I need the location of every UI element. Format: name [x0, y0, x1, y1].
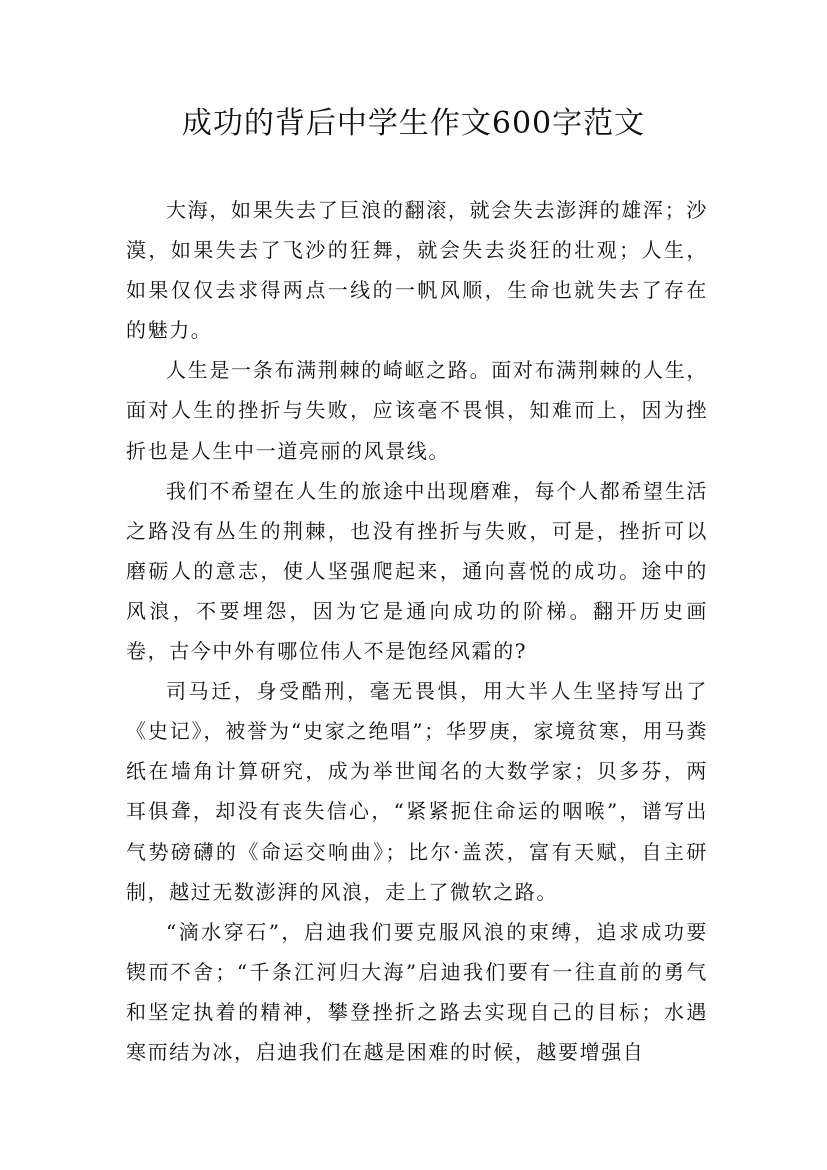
paragraph-3: 我们不希望在人生的旅途中出现磨难，每个人都希望生活之路没有丛生的荆棘，也没有挫折与失败，可是，挫折可以磨砺人的意志，使人坚强爬起来，通向喜悦的成功。途中的风浪，不要埋怨，因为它是通向成功的阶梯。翻开历史画卷，古今中外有哪位伟人不是饱经风霜的?: [126, 478, 708, 664]
paragraph-5: “滴水穿石”，启迪我们要克服风浪的束缚，追求成功要锲而不舍；“千条江河归大海”启迪我们要有一往直前的勇气和坚定执着的精神，攀登挫折之路去实现自己的目标；水遇寒而结为冰，启迪我们在越是困难的时候，越要增强自: [126, 919, 708, 1064]
paragraph-1: 大海，如果失去了巨浪的翻滚，就会失去澎湃的雄浑；沙漠，如果失去了飞沙的狂舞，就会失去炎狂的壮观；人生，如果仅仅去求得两点一线的一帆风顺，生命也就失去了存在的魅力。: [126, 198, 708, 343]
page-title: 成功的背后中学生作文600字范文: [181, 106, 646, 141]
essay-body: [126, 190, 708, 1072]
paragraph-4: 司马迁，身受酷刑，毫无畏惧，用大半人生坚持写出了《史记》，被誉为“史家之绝唱”；华罗庚，家境贫寒，用马粪纸在墙角计算研究，成为举世闻名的大数学家；贝多芬，两耳俱聋，却没有丧失信心，“紧紧扼住命运的咽喉”，谱写出气势磅礴的《命运交响曲》；比尔·盖茨，富有天赋，自主研制，越过无数澎湃的风浪，走上了微软之路。: [126, 679, 708, 904]
paragraph-2: 人生是一条布满荆棘的崎岖之路。面对布满荆棘的人生，面对人生的挫折与失败，应该毫不畏惧，知难而上，因为挫折也是人生中一道亮丽的风景线。: [126, 358, 708, 463]
